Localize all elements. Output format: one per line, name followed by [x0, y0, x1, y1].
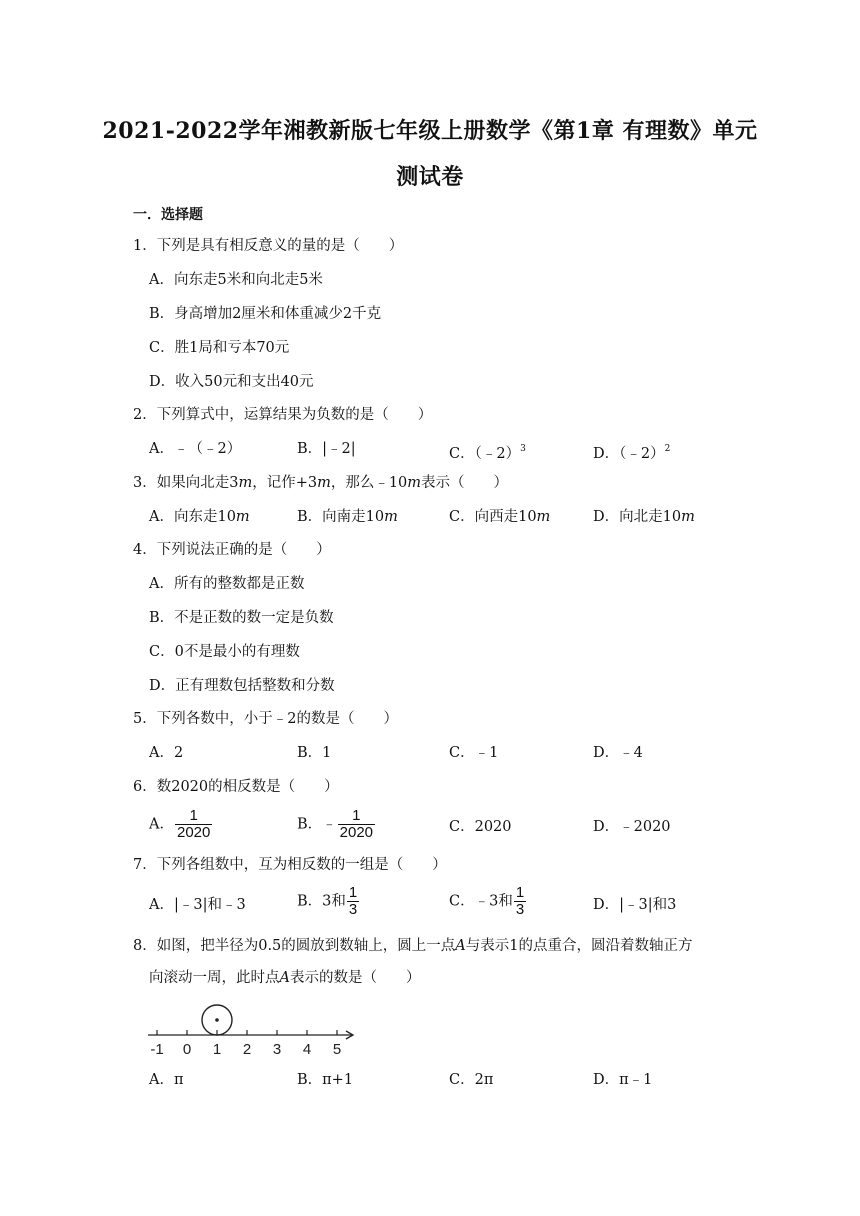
question-3-option-d: D．向北走10m [593, 509, 695, 525]
exponent: 2 [664, 444, 671, 454]
tick-label: 5 [332, 1041, 342, 1058]
question-4-stem: 4．下列说法正确的是（ ） [133, 542, 331, 558]
question-3-stem: 3．如果向北走3m，记作+3m，那么﹣10m表示（ ） [133, 475, 509, 491]
tick-label: 3 [272, 1041, 282, 1058]
question-2-option-c: C．（﹣2）$^3$ [449, 444, 526, 462]
question-8-stem-line-1: 8．如图，把半径为0.5的圆放到数轴上，圆上一点A与表示1的点重合，圆沿着数轴正方 [133, 938, 693, 954]
question-5-option-d: D．﹣4 [593, 745, 643, 761]
fraction: $\frac{1}{3}$ [348, 884, 358, 918]
question-8-stem-line-2: 向滚动一周，此时点A表示的数是（ ） [149, 970, 421, 986]
question-1-option-a: A．向东走5米和向北走5米 [149, 272, 323, 288]
question-5-stem: 5．下列各数中，小于﹣2的数是（ ） [133, 711, 398, 727]
question-6-option-c: C．2020 [449, 819, 512, 835]
question-1-stem: 1．下列是具有相反意义的量的是（ ） [133, 238, 404, 254]
question-2-option-d: D．（﹣2）$^2$ [593, 444, 671, 462]
question-6-option-a: A． $\frac{1}{2020}$ [149, 807, 211, 841]
tick-label: 0 [182, 1041, 192, 1058]
question-8-option-d: D．π﹣1 [593, 1072, 653, 1088]
fraction: $\frac{1}{3}$ [515, 884, 525, 918]
question-6-option-d: D．﹣2020 [593, 819, 671, 835]
question-7-option-c: C．﹣3和 $\frac{1}{3}$ [449, 884, 525, 918]
question-3-option-b: B．向南走10m [297, 509, 398, 525]
section-heading: 一．选择题 [133, 207, 203, 223]
question-2-option-b: B．|﹣2| [297, 441, 356, 457]
tick-label: -1 [150, 1041, 164, 1058]
number-line-figure [146, 1002, 360, 1060]
circle-center-dot [215, 1018, 219, 1022]
question-8-option-c: C．2π [449, 1072, 494, 1088]
tick-label: 1 [212, 1041, 222, 1058]
page-title-line-1: 2021-2022学年湘教新版七年级上册数学《第1章 有理数》单元 [102, 118, 758, 144]
fraction: $\frac{1}{2020}$ [176, 807, 211, 841]
question-6-stem: 6．数2020的相反数是（ ） [133, 779, 339, 795]
question-6-option-b: B．﹣ $\frac{1}{2020}$ [297, 807, 374, 841]
question-4-option-a: A．所有的整数都是正数 [149, 576, 305, 592]
exponent: 3 [520, 444, 526, 454]
question-4-option-d: D．正有理数包括整数和分数 [149, 678, 335, 694]
question-5-option-b: B．1 [297, 745, 332, 761]
question-1-option-c: C．胜1局和亏本70元 [149, 340, 290, 356]
question-2-option-a: A．﹣（﹣2） [149, 441, 242, 457]
question-4-option-c: C．0不是最小的有理数 [149, 644, 300, 660]
question-5-option-c: C．﹣1 [449, 745, 499, 761]
question-3-option-c: C．向西走10m [449, 509, 551, 525]
question-2-stem: 2．下列算式中，运算结果为负数的是（ ） [133, 407, 433, 423]
question-1-option-b: B．身高增加2厘米和体重减少2千克 [149, 306, 382, 322]
page-title-line-2: 测试卷 [396, 164, 464, 190]
question-7-option-d: D．|﹣3|和3 [593, 897, 677, 913]
question-4-option-b: B．不是正数的数一定是负数 [149, 610, 334, 626]
tick-label: 2 [242, 1041, 252, 1058]
question-3-option-a: A．向东走10m [149, 509, 250, 525]
question-8-option-a: A．π [149, 1072, 184, 1088]
fraction: $\frac{1}{2020}$ [339, 807, 374, 841]
question-7-option-b: B．3和 $\frac{1}{3}$ [297, 884, 358, 918]
tick-label: 4 [302, 1041, 312, 1058]
question-1-option-d: D．收入50元和支出40元 [149, 374, 314, 390]
question-7-option-a: A．|﹣3|和﹣3 [149, 897, 246, 913]
question-8-option-b: B．π+1 [297, 1072, 354, 1088]
question-7-stem: 7．下列各组数中，互为相反数的一组是（ ） [133, 857, 447, 873]
question-5-option-a: A．2 [149, 745, 184, 761]
